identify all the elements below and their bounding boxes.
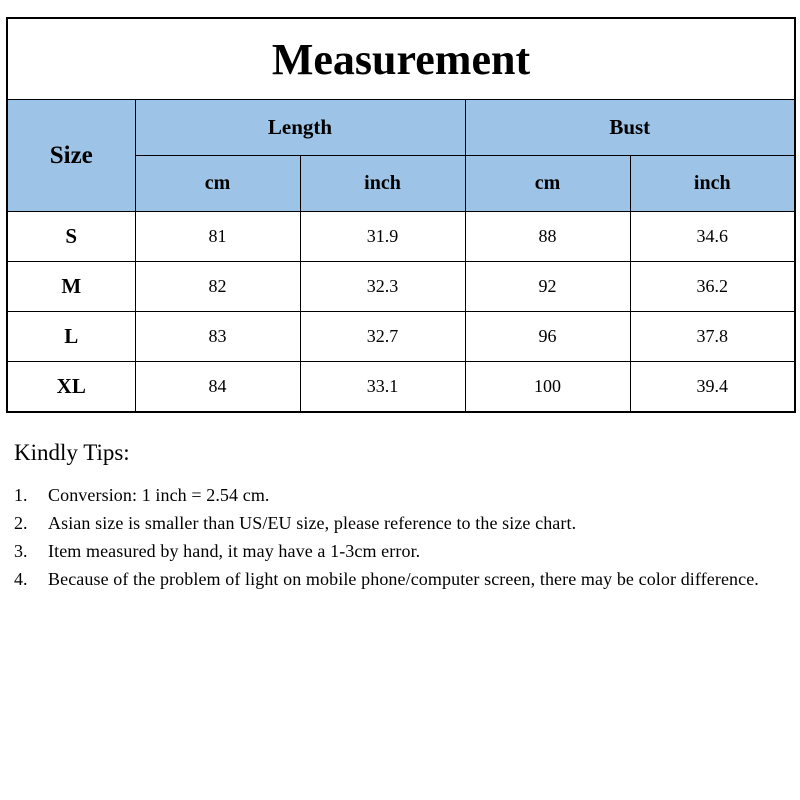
length-cm-cell: 83	[135, 312, 300, 362]
length-cm-cell: 84	[135, 362, 300, 413]
size-cell: XL	[7, 362, 135, 413]
list-item	[14, 509, 800, 537]
length-inch-cell: 33.1	[300, 362, 465, 413]
list-item	[14, 565, 800, 593]
bust-cm-header: cm	[465, 156, 630, 212]
title-row	[7, 18, 795, 100]
list-item-number: 3.	[14, 541, 28, 561]
table-title: Measurement	[7, 18, 795, 100]
table-row	[7, 262, 795, 312]
size-cell: S	[7, 212, 135, 262]
list-item-number: 1.	[14, 485, 28, 505]
length-header: Length	[135, 100, 465, 156]
kindly-tips-section	[14, 440, 800, 593]
bust-header: Bust	[465, 100, 795, 156]
list-item-text: Because of the problem of light on mobile phone/computer screen, there may be color difference.	[48, 569, 759, 589]
bust-cm-cell: 100	[465, 362, 630, 413]
table-row	[7, 362, 795, 413]
group-header-row	[7, 100, 795, 156]
length-cm-cell: 82	[135, 262, 300, 312]
list-item	[14, 537, 800, 565]
bust-cm-cell: 88	[465, 212, 630, 262]
length-inch-cell: 31.9	[300, 212, 465, 262]
list-item-number: 2.	[14, 513, 28, 533]
bust-inch-header: inch	[630, 156, 795, 212]
table-row	[7, 212, 795, 262]
list-item-text: Item measured by hand, it may have a 1-3cm error.	[48, 541, 421, 561]
length-inch-cell: 32.7	[300, 312, 465, 362]
size-cell: L	[7, 312, 135, 362]
bust-inch-cell: 36.2	[630, 262, 795, 312]
list-item	[14, 481, 800, 509]
size-header: Size	[7, 100, 135, 212]
length-cm-cell: 81	[135, 212, 300, 262]
measurement-table	[6, 17, 796, 413]
length-cm-header: cm	[135, 156, 300, 212]
length-inch-header: inch	[300, 156, 465, 212]
length-inch-cell: 32.3	[300, 262, 465, 312]
bust-inch-cell: 37.8	[630, 312, 795, 362]
size-cell: M	[7, 262, 135, 312]
tips-title: Kindly Tips:	[14, 440, 130, 465]
bust-cm-cell: 92	[465, 262, 630, 312]
bust-inch-cell: 39.4	[630, 362, 795, 413]
list-item-number: 4.	[14, 569, 28, 589]
list-item-text: Conversion: 1 inch = 2.54 cm.	[48, 485, 270, 505]
list-item-text: Asian size is smaller than US/EU size, please reference to the size chart.	[48, 513, 577, 533]
bust-cm-cell: 96	[465, 312, 630, 362]
table-row	[7, 312, 795, 362]
tips-list	[14, 481, 800, 593]
bust-inch-cell: 34.6	[630, 212, 795, 262]
